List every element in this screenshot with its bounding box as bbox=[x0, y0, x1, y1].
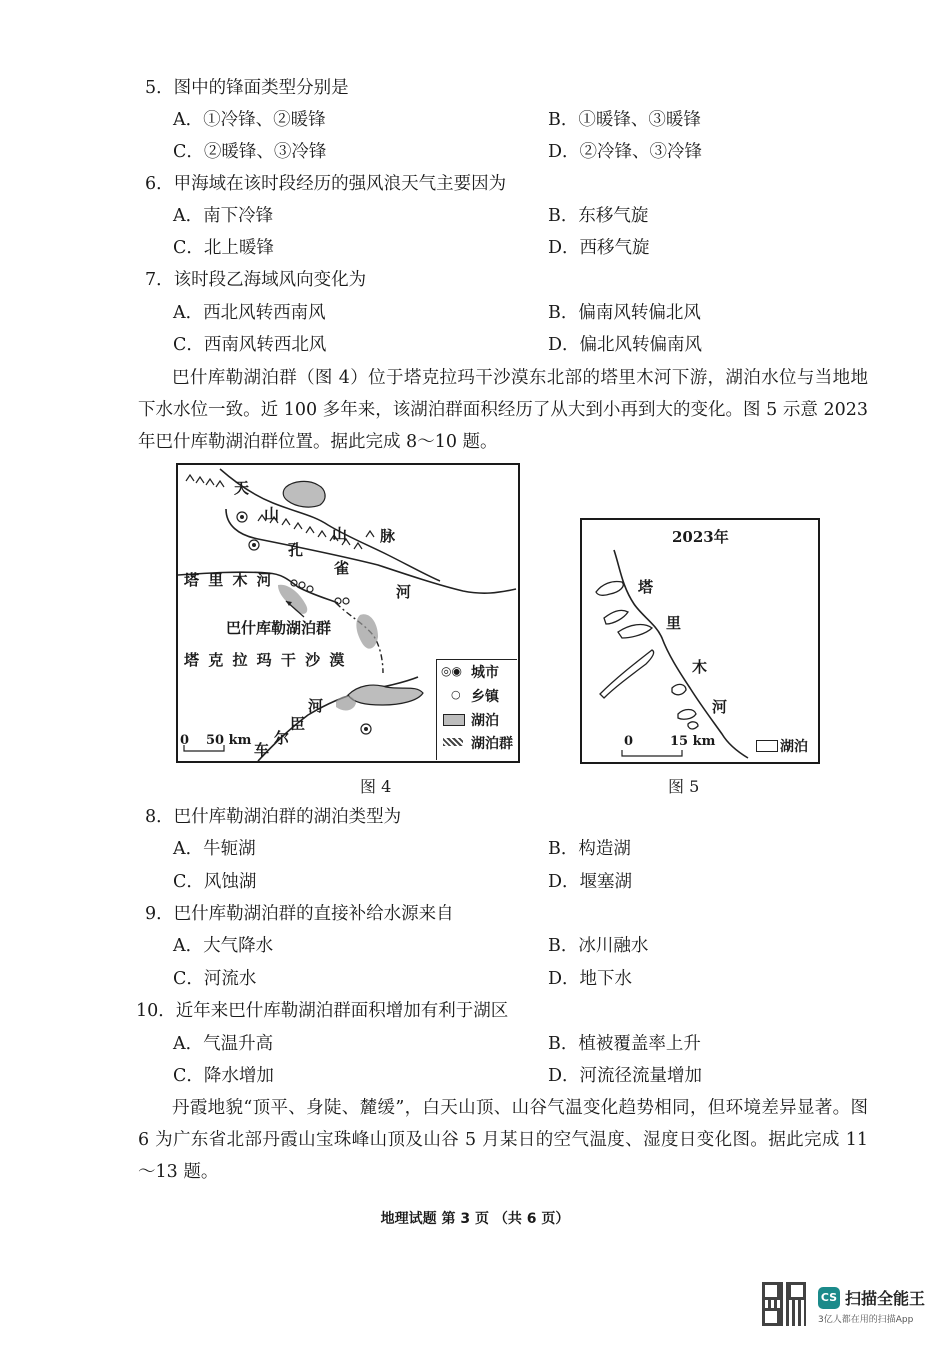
legend-lake: 湖泊 bbox=[471, 713, 499, 729]
question-7-option-c: C．西南风转西北风 bbox=[173, 335, 327, 355]
legend-lake-group: 湖泊群 bbox=[471, 736, 513, 752]
question-10-option-c: C．降水增加 bbox=[173, 1066, 274, 1086]
question-5-stem: 5．图中的锋面类型分别是 bbox=[145, 78, 349, 98]
question-7-option-b: B．偏南风转偏北风 bbox=[548, 303, 701, 323]
question-7-stem: 7．该时段乙海域风向变化为 bbox=[145, 270, 367, 290]
legend-city: 城市 bbox=[471, 665, 499, 681]
lake-shape-north bbox=[283, 481, 325, 507]
question-9-option-a: A．大气降水 bbox=[173, 936, 274, 956]
question-10-option-d: D．河流径流量增加 bbox=[548, 1066, 703, 1086]
question-8-option-c: C．风蚀湖 bbox=[173, 872, 257, 892]
question-7-option-a: A．西北风转西南风 bbox=[173, 303, 326, 323]
question-9-stem: 9．巴什库勒湖泊群的直接补给水源来自 bbox=[145, 904, 454, 924]
lake-group-hatch-3 bbox=[336, 696, 356, 711]
scale-label-4: 50 km bbox=[206, 733, 252, 748]
fig5-label-he: 河 bbox=[712, 698, 728, 716]
label-tarim-river: 塔 里 木 河 bbox=[184, 571, 274, 589]
figure-4-map bbox=[176, 463, 520, 763]
question-6-option-b: B．东移气旋 bbox=[548, 206, 649, 226]
label-desert: 塔 克 拉 玛 干 沙 漠 bbox=[184, 651, 347, 669]
lake-6 bbox=[678, 710, 696, 720]
scale-bar-5 bbox=[622, 750, 682, 756]
qr-code-icon bbox=[762, 1282, 806, 1326]
fig5-legend-lake: 湖泊 bbox=[780, 739, 808, 755]
legend-lake-icon bbox=[443, 714, 465, 726]
question-6-option-c: C．北上暖锋 bbox=[173, 238, 274, 258]
lake-4 bbox=[600, 650, 654, 698]
scale-zero-4: 0 bbox=[180, 733, 190, 748]
figure-4-legend bbox=[436, 659, 517, 760]
label-he2: 河 bbox=[308, 697, 324, 715]
fig5-label-li: 里 bbox=[666, 614, 682, 632]
label-kong: 孔 bbox=[288, 541, 304, 559]
question-5-option-c: C．②暖锋、③冷锋 bbox=[173, 142, 327, 162]
fig5-scale-label: 15 km bbox=[670, 734, 716, 749]
tarim-river-fig5 bbox=[614, 550, 748, 758]
question-8-option-b: B．构造湖 bbox=[548, 839, 631, 859]
lake-group-hatch-2 bbox=[356, 614, 378, 648]
question-8-option-a: A．牛轭湖 bbox=[173, 839, 256, 859]
label-er: 尔 bbox=[274, 729, 290, 747]
label-che: 车 bbox=[254, 741, 270, 759]
fig5-legend-lake-icon bbox=[756, 740, 778, 752]
legend-lake-group-icon bbox=[443, 738, 463, 746]
question-5-option-d: D．②冷锋、③冷锋 bbox=[548, 142, 703, 162]
kongque-river-upper bbox=[220, 469, 440, 581]
question-6-option-d: D．西移气旋 bbox=[548, 238, 650, 258]
label-tian: 天 bbox=[234, 479, 250, 497]
figure-5-drawing bbox=[582, 520, 818, 762]
label-mai: 脉 bbox=[380, 527, 396, 545]
question-10-option-b: B．植被覆盖率上升 bbox=[548, 1034, 701, 1054]
lake-2 bbox=[604, 610, 628, 624]
question-8-stem: 8．巴什库勒湖泊群的湖泊类型为 bbox=[145, 807, 402, 827]
question-10-option-a: A．气温升高 bbox=[173, 1034, 274, 1054]
figure-4-caption: 图 4 bbox=[360, 777, 392, 796]
lake-5 bbox=[672, 684, 686, 694]
label-he1: 河 bbox=[396, 583, 412, 601]
lake-shape-south bbox=[348, 685, 423, 705]
label-shan1: 山 bbox=[264, 505, 280, 523]
scanner-brand-name: 扫描全能王 bbox=[845, 1289, 926, 1308]
label-que: 雀 bbox=[334, 559, 350, 577]
label-chen: 臣 bbox=[290, 715, 306, 733]
fig5-year: 2023年 bbox=[672, 528, 729, 546]
question-5-option-b: B．①暖锋、③暖锋 bbox=[548, 110, 701, 130]
question-9-option-b: B．冰川融水 bbox=[548, 936, 649, 956]
intro-paragraph-lake: 巴什库勒湖泊群（图 4）位于塔克拉玛干沙漠东北部的塔里木河下游，湖泊水位与当地地下水水位一致。近 100 多年来，该湖泊群面积经历了从大到小再到大的变化。图 5 示意 2023 年巴什库勒湖泊群位置。据此完成 8～10 题。 bbox=[138, 368, 868, 452]
question-10-stem: 10．近年来巴什库勒湖泊群面积增加有利于湖区 bbox=[136, 1001, 509, 1021]
page-footer: 地理试题 第 3 页 （共 6 页） bbox=[380, 1211, 570, 1227]
label-shan2: 山 bbox=[332, 525, 348, 543]
fig5-scale-zero: 0 bbox=[624, 734, 634, 749]
figure-5-map bbox=[580, 518, 820, 764]
intro-paragraph-danxia: 丹霞地貌“顶平、身陡、麓缓”，白天山顶、山谷气温变化趋势相同，但环境差异显著。图 6 为广东省北部丹霞山宝珠峰山顶及山谷 5 月某日的空气温度、湿度日变化图。据此完成 11～13 题。 bbox=[138, 1098, 868, 1182]
scanner-brand bbox=[818, 1286, 925, 1325]
question-9-option-c: C．河流水 bbox=[173, 969, 257, 989]
scanner-tagline: 3亿人都在用的扫描App bbox=[818, 1315, 914, 1325]
fig5-label-ta: 塔 bbox=[638, 578, 654, 596]
cs-logo-icon: CS bbox=[818, 1287, 840, 1309]
legend-town-icon: ○ bbox=[451, 688, 461, 701]
legend-town: 乡镇 bbox=[471, 689, 499, 705]
lake-1 bbox=[596, 581, 623, 595]
question-5-option-a: A．①冷锋、②暖锋 bbox=[173, 110, 326, 130]
lake-3 bbox=[618, 625, 652, 638]
fig5-label-mu: 木 bbox=[692, 658, 708, 676]
legend-city-icon: ◎◉ bbox=[441, 664, 462, 678]
figure-5-caption: 图 5 bbox=[668, 777, 700, 796]
question-8-option-d: D．堰塞湖 bbox=[548, 872, 633, 892]
question-7-option-d: D．偏北风转偏南风 bbox=[548, 335, 703, 355]
question-9-option-d: D．地下水 bbox=[548, 969, 633, 989]
label-lake-group: 巴什库勒湖泊群 bbox=[226, 619, 332, 637]
question-6-option-a: A．南下冷锋 bbox=[173, 206, 274, 226]
lake-7 bbox=[688, 722, 698, 729]
scanner-brand-row bbox=[818, 1286, 925, 1309]
question-6-stem: 6．甲海域在该时段经历的强风浪天气主要因为 bbox=[145, 174, 507, 194]
